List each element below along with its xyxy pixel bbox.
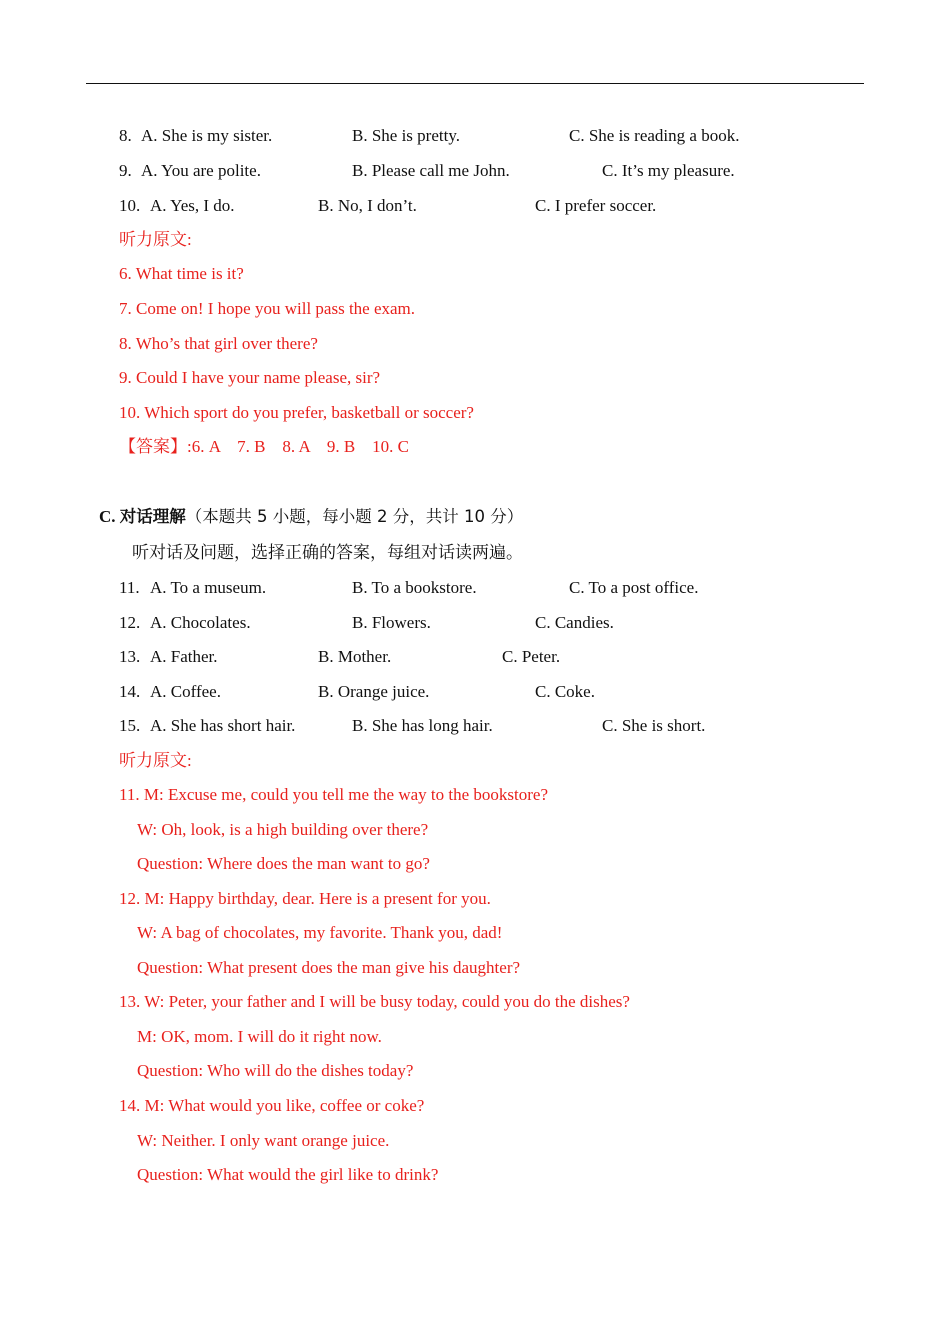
answer-label: 【答案】:: [119, 437, 192, 456]
dialogue-line: 13. W: Peter, your father and I will be busy today, could you do the dishes?: [119, 992, 630, 1011]
q13-option-b: B. Mother.: [318, 647, 392, 666]
dialogue-line: M: OK, mom. I will do it right now.: [137, 1027, 382, 1046]
q8-option-a: A. She is my sister.: [141, 126, 273, 145]
q12-option-a: A. Chocolates.: [150, 613, 251, 632]
script-label: 听力原文:: [119, 751, 192, 770]
q12-number: 12.: [119, 613, 141, 632]
q14-option-c: C. Coke.: [535, 682, 595, 701]
script-label: 听力原文:: [119, 230, 192, 249]
q9-option-b: B. Please call me John.: [352, 161, 510, 180]
dialogue-line: 11. M: Excuse me, could you tell me the way to the bookstore?: [119, 785, 548, 804]
script-line: 8. Who’s that girl over there?: [119, 334, 318, 353]
q10-option-a: A. Yes, I do.: [150, 196, 235, 215]
q14-option-a: A. Coffee.: [150, 682, 221, 701]
q9-number: 9.: [119, 161, 132, 180]
dialogue-line: Question: What present does the man give his daughter?: [137, 958, 521, 977]
q14-option-b: B. Orange juice.: [318, 682, 430, 701]
answer-values: 6. A 7. B 8. A 9. B 10. C: [191, 437, 409, 456]
q15-option-a: A. She has short hair.: [150, 716, 296, 735]
section-c-letter: C.: [99, 507, 116, 526]
section-c-instruction: 听对话及问题，选择正确的答案，每组对话读两遍。: [132, 543, 523, 562]
q11-option-b: B. To a bookstore.: [352, 578, 477, 597]
section-c-heading: [99, 507, 523, 527]
q10-number: 10.: [119, 196, 141, 215]
dialogue-line: Question: Where does the man want to go?: [137, 854, 430, 873]
q11-option-c: C. To a post office.: [569, 578, 699, 597]
section-c-note: （本题共 5 小题，每小题 2 分，共计 10 分）: [185, 507, 524, 526]
q8-option-b: B. She is pretty.: [352, 126, 460, 145]
script-line: 9. Could I have your name please, sir?: [119, 368, 381, 387]
q8-number: 8.: [119, 126, 132, 145]
answer-line: [119, 437, 409, 457]
script-line: 7. Come on! I hope you will pass the exam.: [119, 299, 416, 318]
q15-number: 15.: [119, 716, 141, 735]
dialogue-line: Question: What would the girl like to drink?: [137, 1165, 439, 1184]
q13-option-a: A. Father.: [150, 647, 218, 666]
q15-option-b: B. She has long hair.: [352, 716, 493, 735]
dialogue-line: W: A bag of chocolates, my favorite. Thank you, dad!: [137, 923, 503, 942]
q10-option-b: B. No, I don’t.: [318, 196, 417, 215]
dialogue-line: Question: Who will do the dishes today?: [137, 1061, 414, 1080]
q9-option-c: C. It’s my pleasure.: [602, 161, 735, 180]
q13-option-c: C. Peter.: [502, 647, 561, 666]
q15-option-c: C. She is short.: [602, 716, 706, 735]
q9-option-a: A. You are polite.: [141, 161, 261, 180]
script-line: 6. What time is it?: [119, 264, 244, 283]
q11-number: 11.: [119, 578, 140, 597]
q8-option-c: C. She is reading a book.: [569, 126, 740, 145]
q14-number: 14.: [119, 682, 141, 701]
q12-option-b: B. Flowers.: [352, 613, 431, 632]
script-line: 10. Which sport do you prefer, basketball or soccer?: [119, 403, 474, 422]
q11-option-a: A. To a museum.: [150, 578, 267, 597]
section-c-title: 对话理解: [119, 507, 186, 526]
q12-option-c: C. Candies.: [535, 613, 614, 632]
q10-option-c: C. I prefer soccer.: [535, 196, 657, 215]
q13-number: 13.: [119, 647, 141, 666]
header-rule: [86, 83, 864, 84]
dialogue-line: W: Neither. I only want orange juice.: [137, 1131, 390, 1150]
dialogue-line: 14. M: What would you like, coffee or coke?: [119, 1096, 425, 1115]
dialogue-line: W: Oh, look, is a high building over there?: [137, 820, 429, 839]
dialogue-line: 12. M: Happy birthday, dear. Here is a present for you.: [119, 889, 491, 908]
